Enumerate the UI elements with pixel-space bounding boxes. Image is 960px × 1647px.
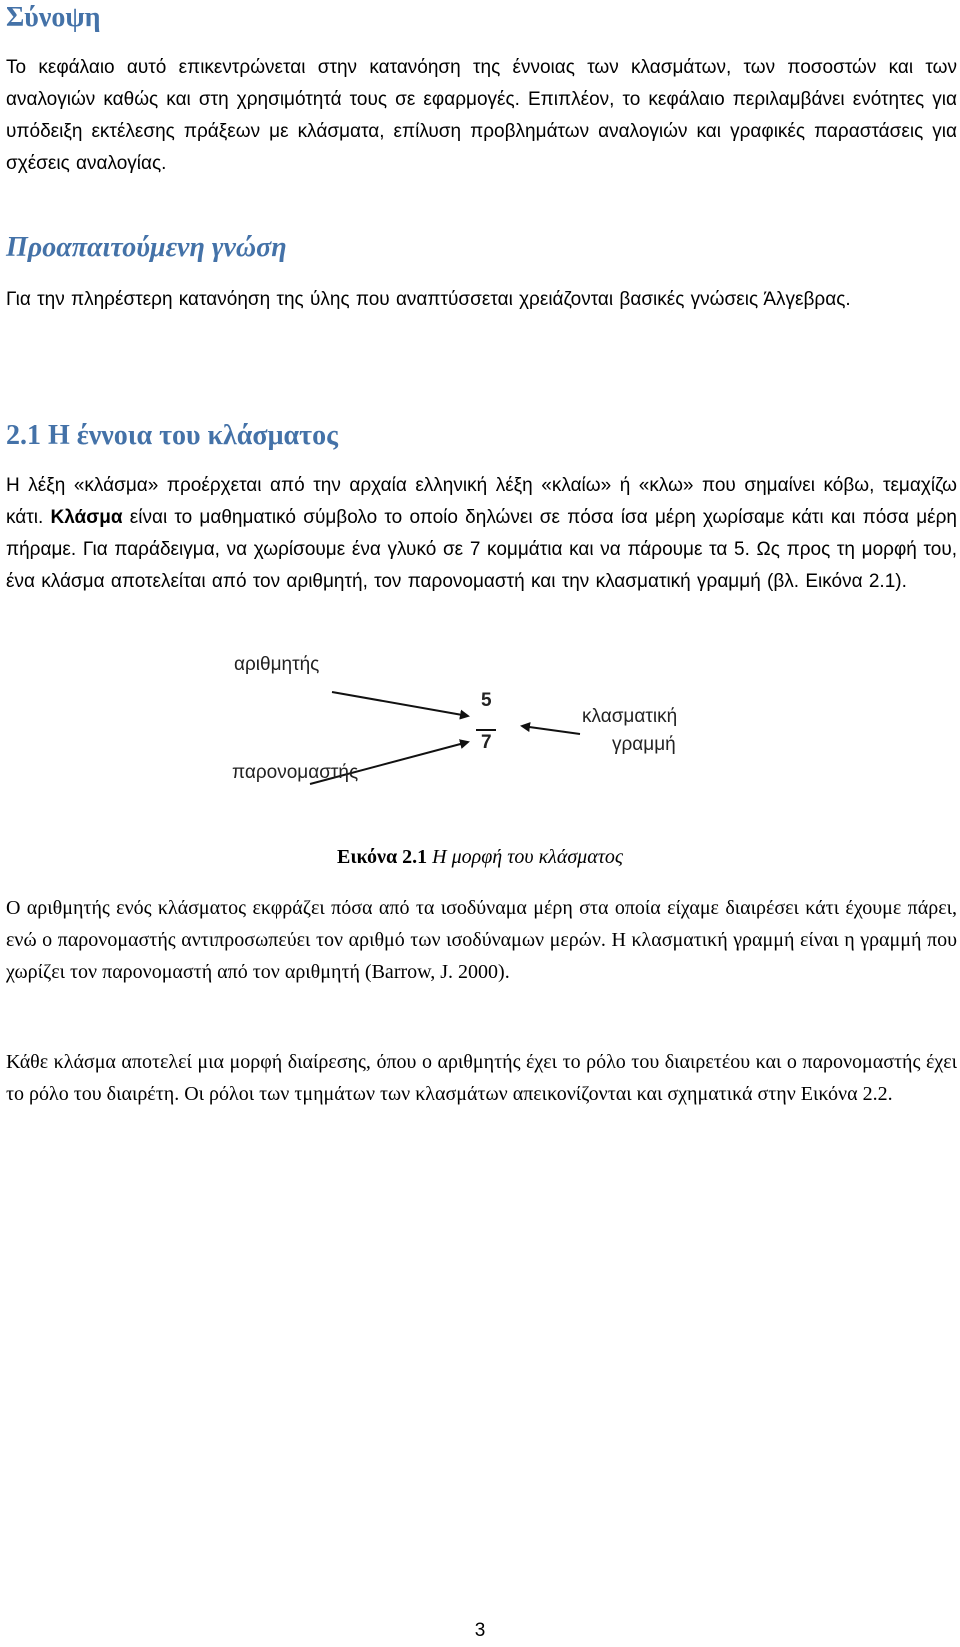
fraction-line-label-1: κλασματική — [582, 706, 678, 727]
prerequisites-text: Για την πληρέστερη κατανόηση της ύλης που αναπτύσσεται χρειάζονται βασικές γνώσεις Άλγεβρας. — [6, 289, 851, 310]
fraction-numerator: 5 — [481, 690, 492, 711]
fraction-line-label-2: γραμμή — [612, 734, 676, 755]
concept-text-part2: είναι το μαθηματικό σύμβολο το οποίο δηλώνει σε πόσα ίσα μέρη χωρίσαμε κάτι και πόσα μέρη πήραμε. Για παράδειγμα, να χωρίσουμε ένα γλυκό σε 7 κομμάτια και να πάρουμε τα 5. Ως προς τη μορφή του, ένα κλάσμα αποτελείται από τον αριθμητή, τον παρονομαστή και την κλασματική γραμμή (βλ. Εικόνα 2.1). — [6, 507, 957, 592]
division-explanation: Κάθε κλάσμα αποτελεί μια μορφή διαίρεσης, όπου ο αριθμητής έχει το ρόλο του διαιρετέου και ο παρονομαστής έχει το ρόλο του διαιρέτη. Οι ρόλοι των τμημάτων των κλασμάτων απεικονίζονται και σχηματικά στην Εικόνα 2.2. — [6, 1051, 957, 1105]
fraction-figure-arrows — [240, 676, 760, 826]
concept-text-part1: Η λέξη «κλάσμα» προέρχεται από την αρχαία ελληνική λέξη «κλαίω» ή «κλω» που σημαίνει κόβω, τεμαχίζω κάτι. — [6, 475, 957, 528]
numerator-label: αριθμητής — [234, 654, 320, 675]
figure-caption — [0, 846, 960, 869]
prerequisites-heading: Προαπαιτούμενη γνώση — [6, 232, 287, 263]
fraction-figure — [232, 654, 760, 826]
concept-heading: 2.1 Η έννοια του κλάσματος — [6, 420, 338, 451]
page-number: 3 — [474, 1620, 486, 1641]
summary-text: Το κεφάλαιο αυτό επικεντρώνεται στην κατανόηση της έννοιας των κλασμάτων, των ποσοστών και των αναλογιών καθώς και στη χρησιμότητά τους σε εφαρμογές. Επιπλέον, το κεφάλαιο περιλαμβάνει ενότητες για υπόδειξη εκτέλεσης πράξεων με κλάσματα, επίλυση προβλημάτων αναλογιών και γραφικές παραστάσεις για σχέσεις αναλογίας. — [6, 57, 957, 174]
summary-heading: Σύνοψη — [6, 2, 101, 33]
fraction-denominator: 7 — [481, 732, 492, 753]
numerator-explanation: Ο αριθμητής ενός κλάσματος εκφράζει πόσα από τα ισοδύναμα μέρη στα οποία είχαμε διαιρέσει κάτι έχουμε πάρει, ενώ ο παρονομαστής αντιπροσωπεύει τον αριθμό των ισοδύναμων μερών. Η κλασματική γραμμή είναι η γραμμή που χωρίζει τον παρονομαστή από τον αριθμητή (Barrow, J. 2000). — [6, 897, 957, 983]
fraction-term: Κλάσμα — [50, 507, 123, 528]
fraction-line-arrow — [522, 726, 580, 734]
caption-title: Η μορφή του κλάσματος — [432, 846, 623, 868]
concept-text — [6, 470, 957, 598]
denominator-label: παρονομαστής — [232, 762, 359, 783]
caption-label: Εικόνα 2.1 — [336, 846, 428, 868]
numerator-arrow — [332, 692, 468, 716]
